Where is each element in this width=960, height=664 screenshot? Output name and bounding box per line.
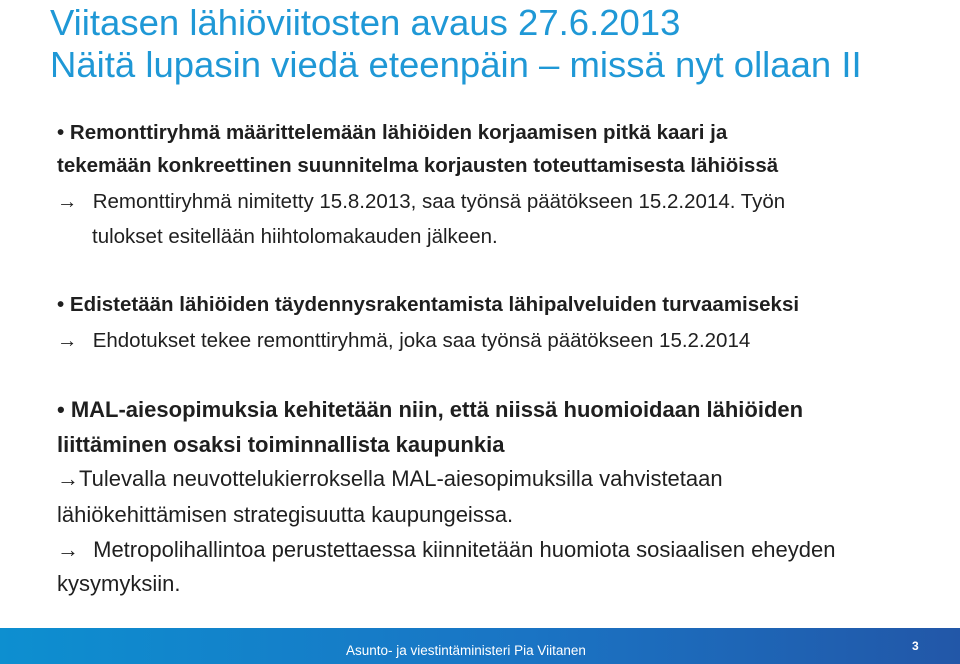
bullet-symbol: • [57,397,65,422]
bullet-text: MAL-aiesopimuksia kehitetään niin, että niissä huomioidaan lähiöiden [70,397,804,422]
result-3-line-2: lähiökehittämisen strategisuutta kaupungeissa. [57,502,514,527]
result-text: Tulevalla neuvottelukierroksella MAL-aiesopimuksilla vahvistetaan [79,466,723,491]
arrow-icon: → [57,190,78,213]
page-number: 3 [912,639,919,653]
slide-title [50,2,950,86]
bullet-text: Edistetään lähiöiden täydennysrakentamista lähipalveluiden turvaamiseksi [69,293,800,316]
result-3-line-1 [57,466,723,492]
result-text: Metropolihallintoa perustettaessa kiinnitetään huomiota sosiaalisen eheyden [93,537,836,562]
title-line-1: Viitasen lähiöviitosten avaus 27.6.2013 [50,2,681,43]
result-text: Remonttiryhmä nimitetty 15.8.2013, saa työnsä päätökseen 15.2.2014. Työn [92,190,786,213]
result-1-line-2: tulokset esitellään hiihtolomakauden jälkeen. [92,225,498,248]
bullet-1-line-1 [57,120,727,146]
result-1-line-1 [57,189,785,215]
bullet-2-line-1 [57,292,799,318]
bullet-symbol: • [57,293,65,316]
bullet-3-line-2: liittäminen osaksi toiminnallista kaupunkia [57,432,505,457]
result-text: Ehdotukset tekee remonttiryhmä, joka saa työnsä päätökseen 15.2.2014 [92,329,751,352]
bullet-symbol: • [57,121,65,144]
arrow-icon: → [57,329,78,352]
footer-bar [0,628,960,664]
bullet-3-line-1 [57,397,803,423]
result-3-extra-line-1 [57,537,836,563]
arrow-icon: → [57,466,79,491]
bullet-text: Remonttiryhmä määrittelemään lähiöiden korjaamisen pitkä kaari ja [69,121,728,144]
footer-text: Asunto- ja viestintäministeri Pia Viitanen [346,643,586,658]
arrow-icon: → [57,537,79,562]
title-line-2: Näitä lupasin viedä eteenpäin – missä nyt ollaan II [50,44,862,85]
bullet-1-line-2: tekemään konkreettinen suunnitelma korjausten toteuttamisesta lähiöissä [57,154,779,177]
result-3-extra-line-2: kysymyksiin. [57,571,181,596]
result-2-line-1 [57,328,750,354]
